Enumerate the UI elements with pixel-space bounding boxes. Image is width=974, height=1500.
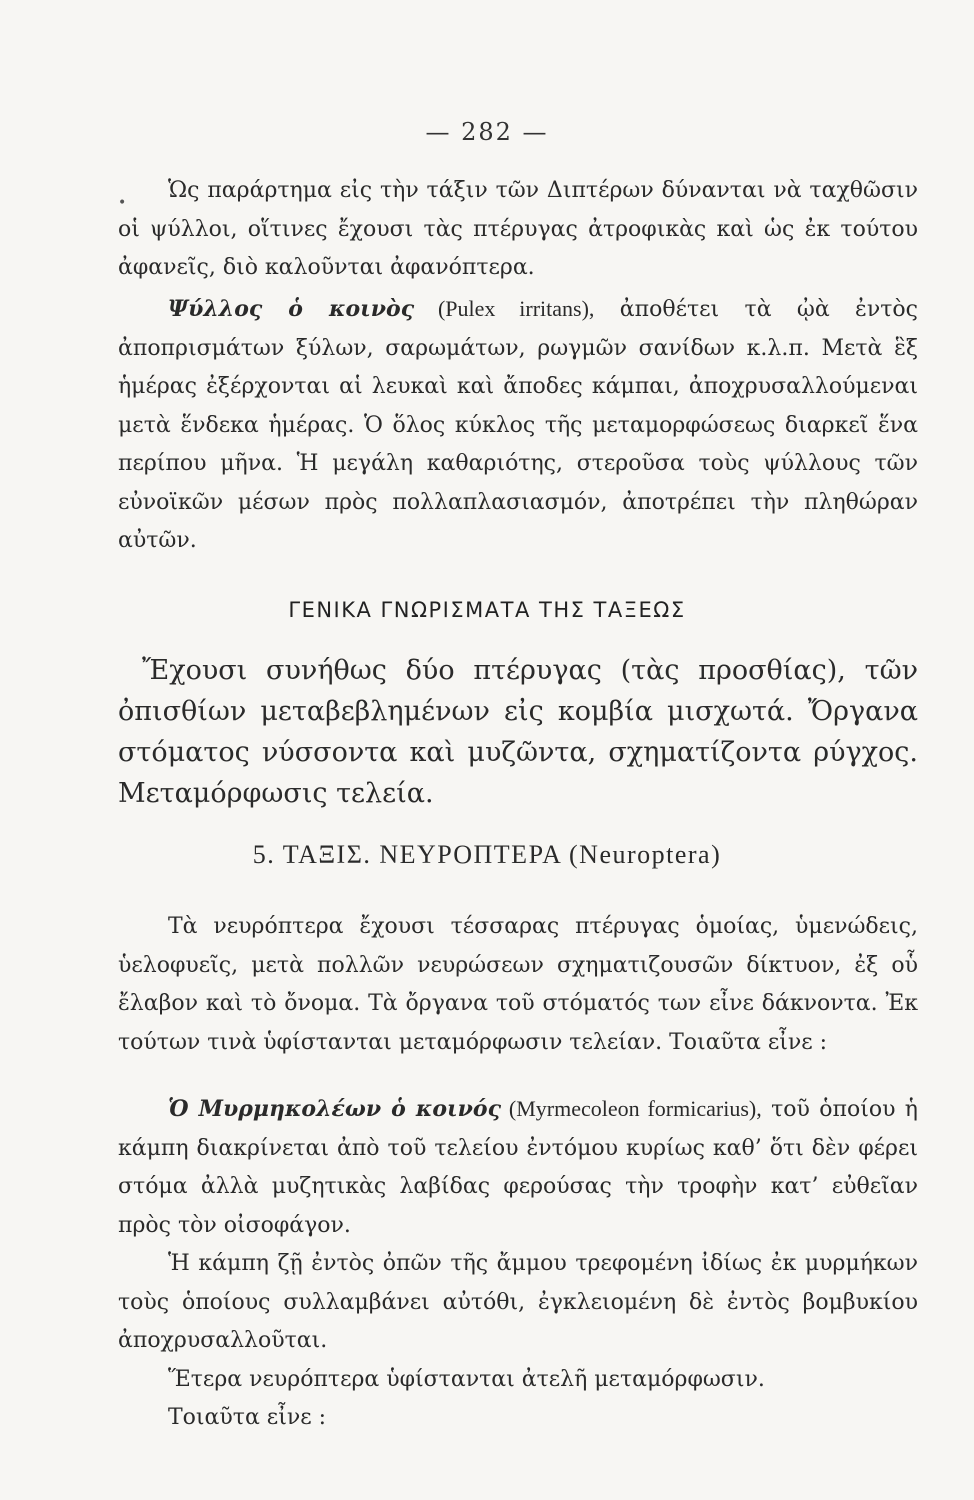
neuroptera-paragraph: Τὰ νευρόπτερα ἔχουσι τέσσαρας πτέρυγας ὁμοίας, ὑμενώδεις, ὑελοφυεῖς, μετὰ πολλῶν νευρώσεων σχηματιζουσῶν δίκτυον, ἐξ οὗ ἔλαβον καὶ τὸ ὄνομα. Τὰ ὄργανα τοῦ στόματός των εἶνε δάκνοντα. Ἐκ τούτων τινὰ ὑφίστανται μεταμόρφωσιν τελείαν. Τοιαῦτα εἶνε : <box>118 914 918 1055</box>
flea-paragraph <box>118 290 918 561</box>
flea-latin-name: (Pulex irritans), <box>414 296 595 321</box>
intro-paragraph: Ὡς παράρτημα εἰς τὴν τάξιν τῶν Διπτέρων δύνανται νὰ ταχθῶσιν οἱ ψύλλοι, οἵτινες ἔχουσι τὰς πτέρυγας ἀτροφικὰς καὶ ὡς ἐκ τούτου ἀφανεῖς, διὸ καλοῦνται ἀφανόπτερα. <box>118 178 918 280</box>
antlion-paragraph <box>118 1090 918 1245</box>
order-title: 5. ΤΑΞΙΣ. ΝΕΥΡΟΠΤΕΡΑ (Neuroptera) <box>252 840 722 869</box>
general-characteristics-heading: ΓΕΝΙΚΑ ΓΝΩΡΙΣΜΑΤΑ ΤΗΣ ΤΑΞΕΩΣ <box>288 598 686 622</box>
neuroptera-section <box>118 908 918 1062</box>
antlion-larva-paragraph: Ἡ κάμπη ζῇ ἐντὸς ὀπῶν τῆς ἄμμου τρεφομένη ἰδίως ἐκ μυρμήκων τοὺς ὁποίους συλλαμβάνει αὐτόθι, ἐγκλειομένη δὲ ἐντὸς βομβυκίου ἀποχρυσαλλοῦται. <box>118 1251 918 1353</box>
other-neuroptera-line: Ἕτερα νευρόπτερα ὑφίστανται ἀτελῆ μεταμόρφωσιν. <box>168 1366 765 1392</box>
general-characteristics-text: Ἔχουσι συνήθως δύο πτέρυγας (τὰς προσθίας), τῶν ὀπισθίων μεταβεβλημένων εἰς κομβία μισχωτά. Ὄργανα στόματος νύσσοντα καὶ μυζῶντα, σχηματίζοντα ρύγχος. Μεταμόρφωσις τελεία. <box>118 655 918 809</box>
antlion-latin-name: (Myrmecoleon formicarius), <box>501 1096 762 1121</box>
flea-description: ἀποθέτει τὰ ᾠὰ ἐντὸς ἀποπρισμάτων ξύλων, σαρωμάτων, ρωγμῶν σανίδων κ.λ.π. Μετὰ ἓξ ἡμέρας ἐξέρχονται αἱ λευκαὶ καὶ ἄποδες κάμπαι, ἀποχρυσαλλούμεναι μετὰ ἕνδεκα ἡμέρας. Ὁ ὅλος κύκλος τῆς μεταμορφώσεως διαρκεῖ ἕνα περίπου μῆνα. Ἡ μεγάλη καθαριότης, στεροῦσα τοὺς ψύλλους τῶν εὐνοϊκῶν μέσων πρὸς πολλαπλασιασμόν, ἀποτρέπει τὴν πληθώραν αὐτῶν. <box>118 297 918 553</box>
antlion-section <box>118 1090 918 1438</box>
intro-section <box>118 172 918 288</box>
flea-section <box>118 290 918 561</box>
page-number: — 282 — <box>425 118 549 146</box>
such-are-line: Τοιαῦτα εἶνε : <box>168 1405 326 1430</box>
antlion-description: τοῦ ὁποίου ἡ κάμπη διακρίνεται ἀπὸ τοῦ τελείου ἐντόμου κυρίως καθ’ ὅτι δὲν φέρει στόμα ἀλλὰ μυζητικὰς λαβίδας φερούσας τὴν τροφὴν κατ’ εὐθεῖαν πρὸς τὸν οἰσοφάγον. <box>118 1097 918 1238</box>
flea-species-name: Ψύλλος ὁ κοινὸς <box>168 296 415 322</box>
margin-mark: • <box>118 195 127 211</box>
general-section <box>118 650 918 814</box>
antlion-species-name: Ὁ Μυρμηκολέων ὁ κοινός <box>168 1096 501 1122</box>
